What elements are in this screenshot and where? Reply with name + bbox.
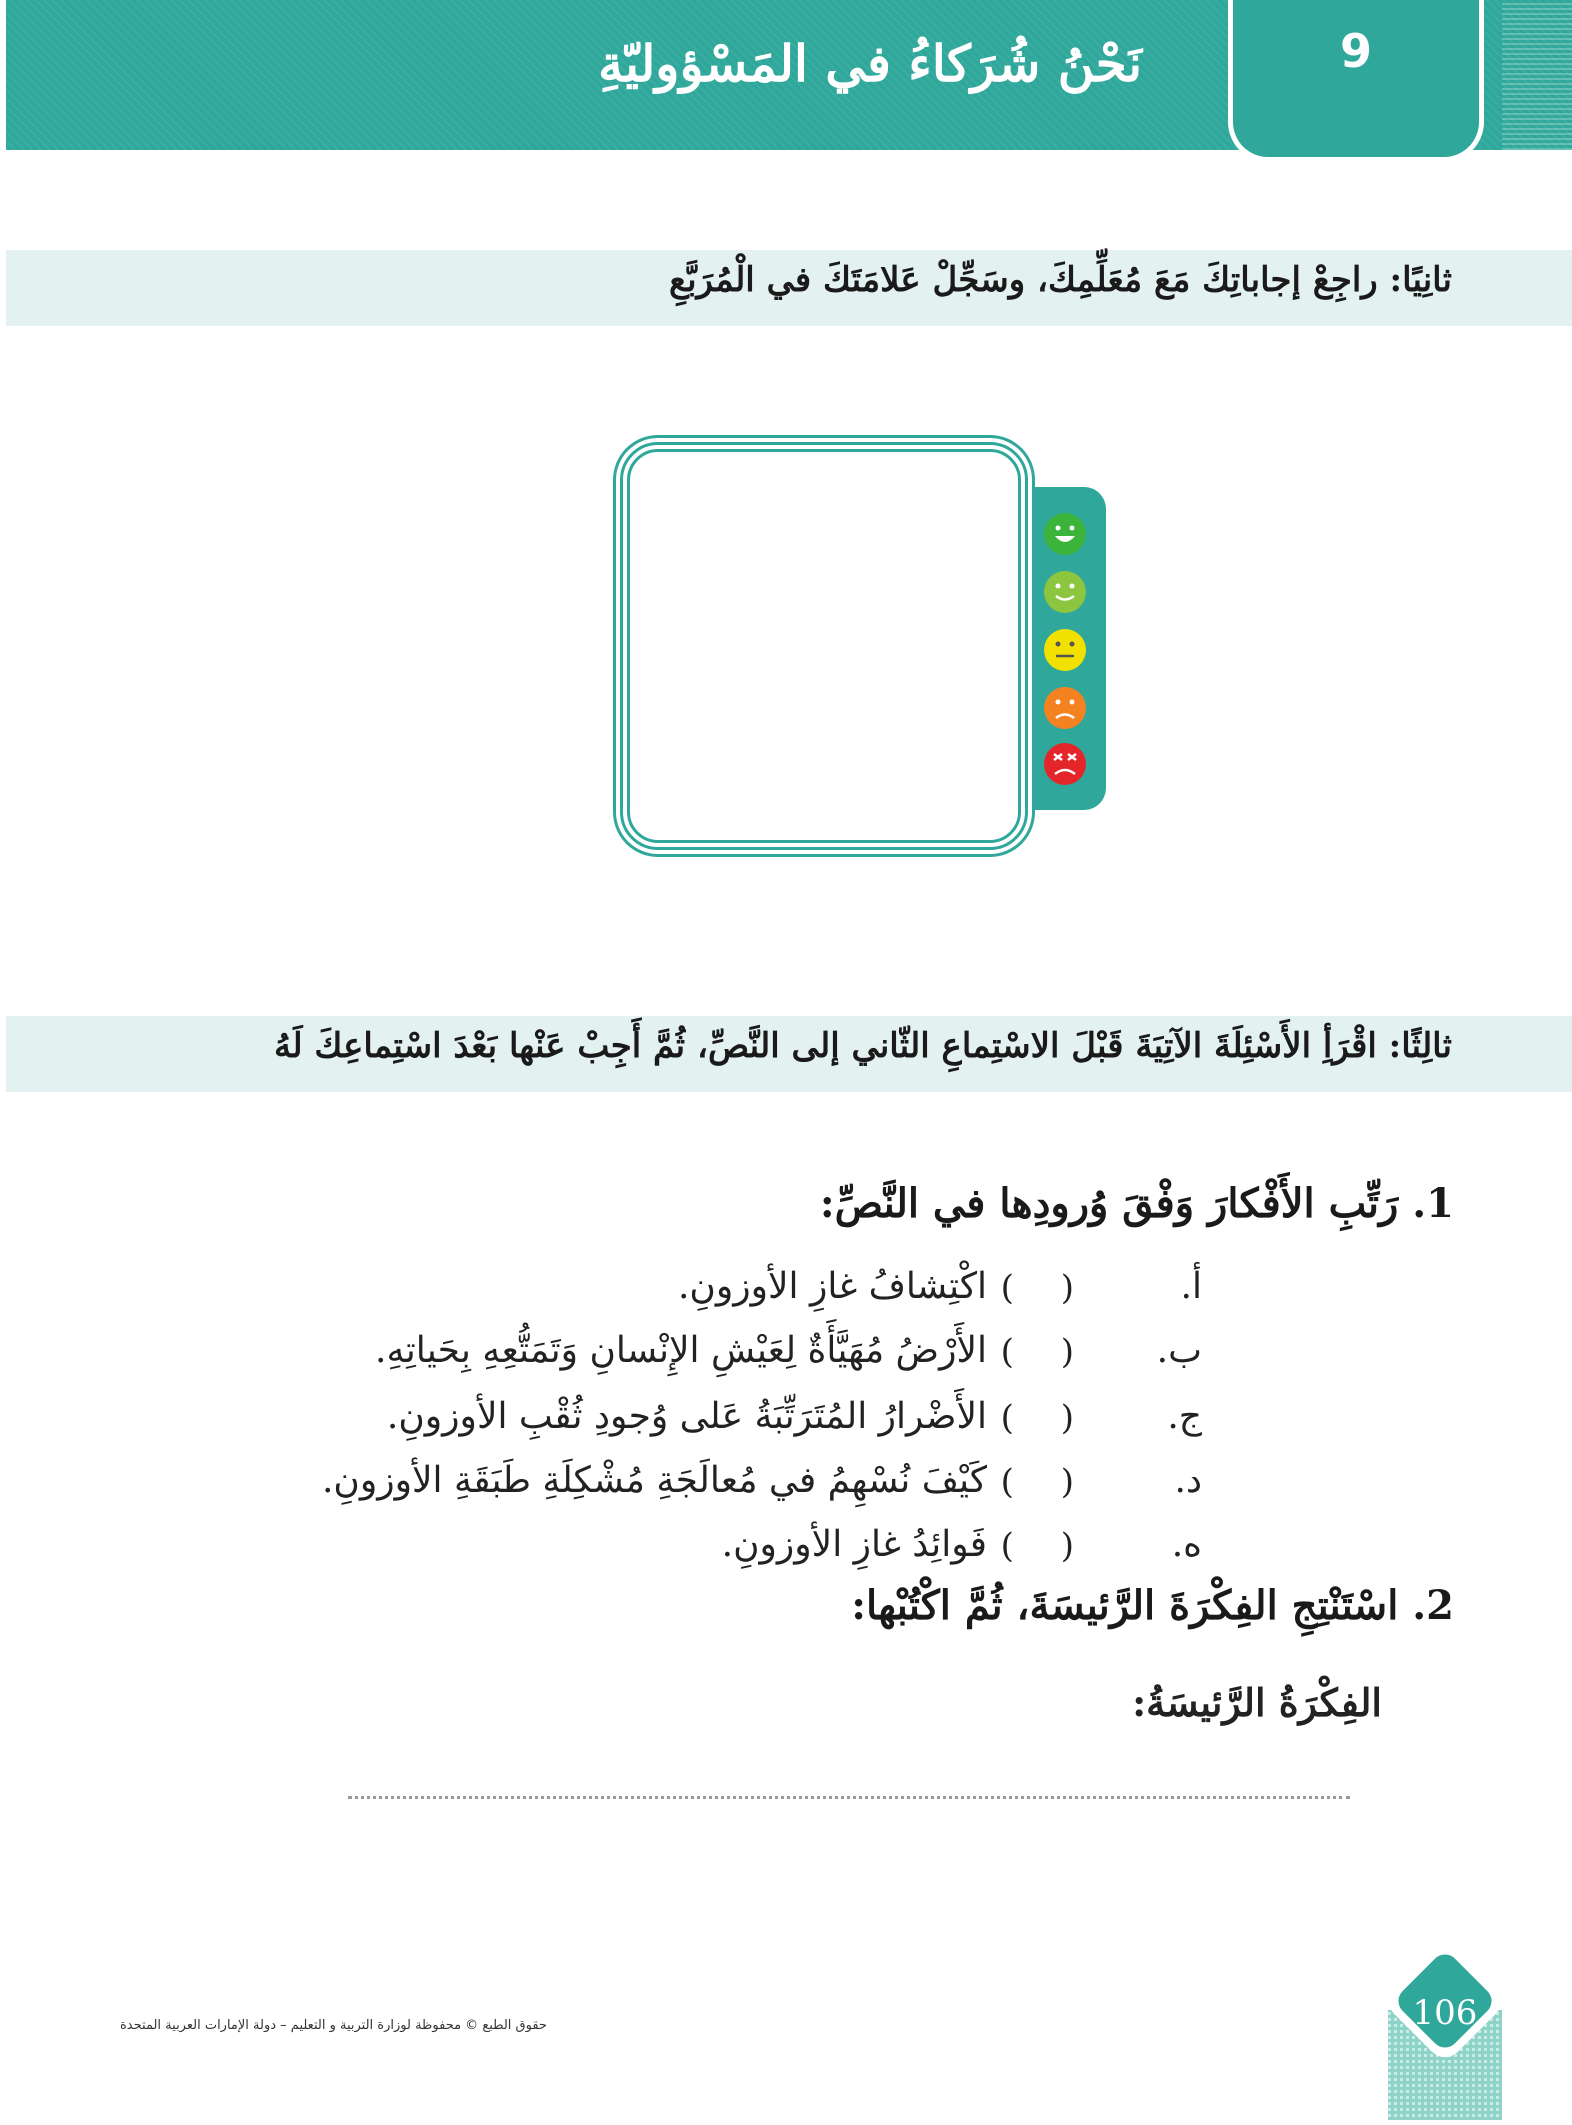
main-idea-answer-line[interactable] (348, 1796, 1350, 1799)
section-2-instruction: ثانِيًا: راجِعْ إجاباتِكَ مَعَ مُعَلِّمِكَ، وسَجِّلْ عَلامَتَكَ في الْمُرَبَّعِ (668, 260, 1452, 300)
header-texture (1502, 0, 1572, 150)
copyright-notice: حقوق الطبع © محفوظة لوزارة التربية و التعليم – دولة الإمارات العربية المتحدة (120, 2018, 547, 2033)
option-b-letter: ب. (1156, 1330, 1202, 1371)
main-idea-label: الفِكْرَةُ الرَّئيسَةُ: (1132, 1680, 1382, 1725)
option-e-text: فَوائِدُ غازِ الأوزونِ. (721, 1524, 987, 1565)
option-d-letter: د. (1174, 1460, 1202, 1501)
option-c-letter: ج. (1167, 1396, 1202, 1437)
option-a-answer-box[interactable]: ( ) (1000, 1268, 1092, 1308)
happy-face-icon[interactable] (1043, 570, 1087, 614)
option-b-text: الأَرْضُ مُهَيَّأَةٌ لِعَيْشِ الإِنْسانِ وَتَمَتُّعِهِ بِحَياتِهِ. (375, 1330, 987, 1371)
option-b-answer-box[interactable]: ( ) (1000, 1332, 1092, 1372)
very-happy-face-icon[interactable] (1043, 512, 1087, 556)
option-e-answer-box[interactable]: ( ) (1000, 1526, 1092, 1566)
option-d-answer-box[interactable]: ( ) (1000, 1462, 1092, 1502)
question-2-title: 2. اسْتَنْتِجِ الفِكْرَةَ الرَّئيسَةَ، ثُمَّ اكْتُبْها: (851, 1582, 1454, 1629)
neutral-face-icon[interactable] (1043, 628, 1087, 672)
assessment-mark-box[interactable] (620, 442, 1028, 850)
section-3-bar (6, 1016, 1572, 1092)
section-3-instruction: ثالِثًا: اقْرَأِ الأَسْئِلَةَ الآتِيَةَ قَبْلَ الاسْتِماعِ الثّاني إلى النَّصِّ، ثُمَّ أَجِبْ عَنْها بَعْدَ اسْتِماعِكَ لَهُ (273, 1026, 1452, 1066)
section-2-bar (6, 250, 1572, 326)
option-a-letter: أ. (1180, 1266, 1202, 1307)
unit-number: 9 (1339, 24, 1372, 78)
unit-title: نَحْنُ شُرَكاءُ في المَسْؤوليّةِ (598, 34, 1142, 93)
option-c-text: الأَضْرارُ المُتَرَتِّبَةُ عَلى وُجودِ ثُقْبِ الأوزونِ. (386, 1396, 987, 1437)
option-e-letter: ه. (1171, 1524, 1202, 1565)
angry-face-icon[interactable] (1043, 742, 1087, 786)
unit-number-tab (1228, 0, 1484, 162)
option-d-text: كَيْفَ نُسْهِمُ في مُعالَجَةِ مُشْكِلَةِ طَبَقَةِ الأوزونِ. (321, 1460, 987, 1501)
sad-face-icon[interactable] (1043, 686, 1087, 730)
question-1-title: 1. رَتِّبِ الأَفْكارَ وَفْقَ وُرودِها في النَّصِّ: (819, 1180, 1454, 1227)
page-number: 106 (1412, 1993, 1478, 2033)
option-c-answer-box[interactable]: ( ) (1000, 1398, 1092, 1438)
option-a-text: اكْتِشافُ غازِ الأوزونِ. (677, 1266, 987, 1307)
